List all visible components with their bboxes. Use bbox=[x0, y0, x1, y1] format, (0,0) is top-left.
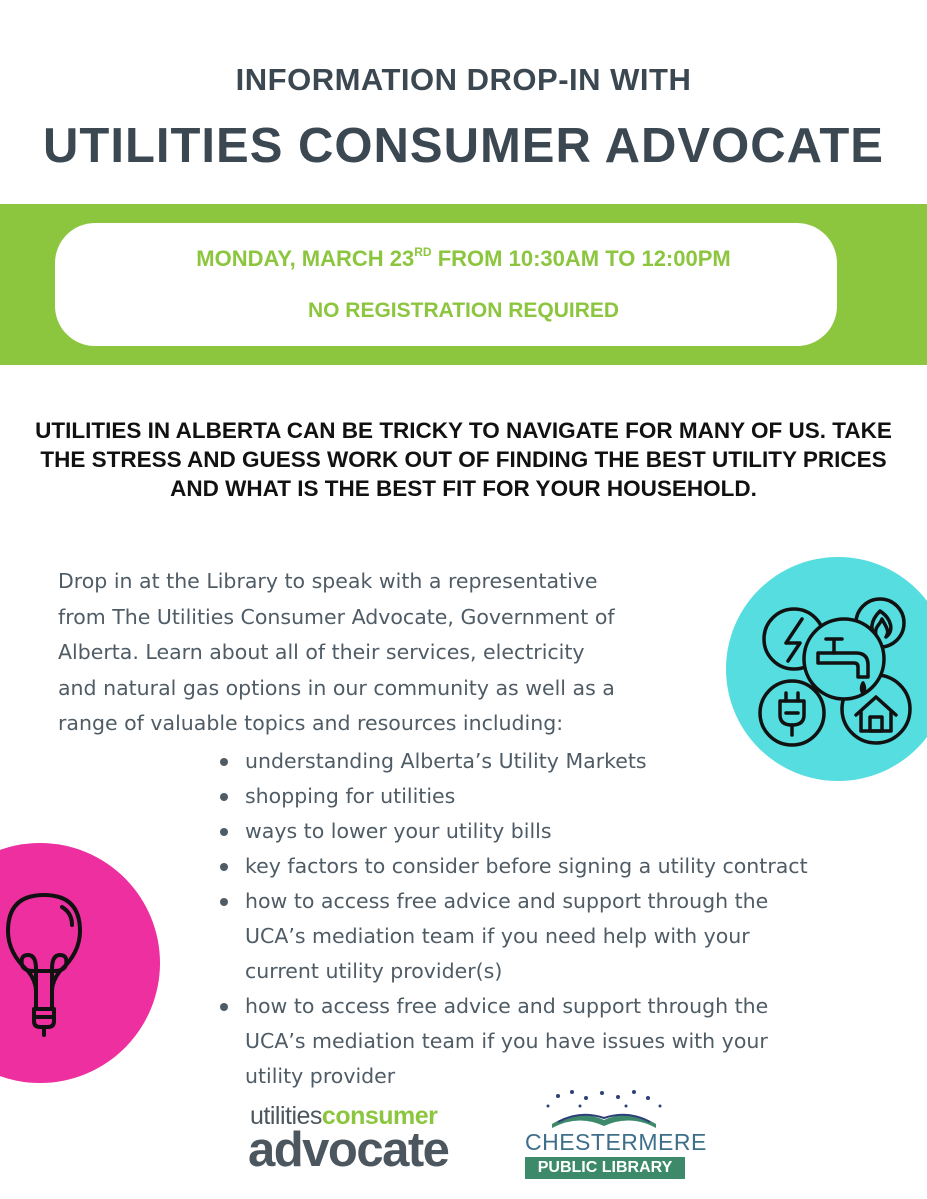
event-kicker: INFORMATION DROP-IN WITH bbox=[235, 62, 692, 97]
list-item-line: utility provider bbox=[245, 1064, 396, 1088]
list-item-line: understanding Alberta’s Utility Markets bbox=[245, 749, 647, 773]
list-item-line: current utility provider(s) bbox=[245, 959, 503, 983]
list-item bbox=[218, 884, 908, 989]
open-book-icon bbox=[518, 1088, 688, 1130]
list-item-line: ways to lower your utility bills bbox=[245, 819, 552, 843]
list-item-line: UCA’s mediation team if you need help with your bbox=[245, 924, 750, 948]
event-time: FROM 10:30AM TO 12:00PM bbox=[431, 246, 731, 271]
intro-line: from The Utilities Consumer Advocate, Government of bbox=[58, 604, 615, 629]
lightbulb-icon bbox=[0, 843, 160, 1083]
list-item-line: key factors to consider before signing a utility contract bbox=[245, 854, 808, 878]
intro-paragraph bbox=[58, 564, 708, 742]
topics-list bbox=[218, 744, 908, 1094]
uca-logo-consumer: consumer bbox=[321, 1102, 438, 1130]
list-item bbox=[218, 849, 908, 884]
event-details-box bbox=[55, 223, 837, 346]
uca-logo-advocate: advocate bbox=[248, 1123, 449, 1177]
list-item-line: shopping for utilities bbox=[245, 784, 456, 808]
utilities-icon-cluster bbox=[710, 555, 927, 783]
list-item bbox=[218, 779, 908, 814]
library-logo bbox=[518, 1088, 707, 1183]
intro-line: and natural gas options in our community as well as a bbox=[58, 675, 615, 700]
registration-note: NO REGISTRATION REQUIRED bbox=[307, 299, 620, 322]
page-title: UTILITIES CONSUMER ADVOCATE bbox=[43, 119, 884, 173]
event-date: MONDAY, MARCH 23 bbox=[196, 246, 415, 271]
uca-logo bbox=[248, 1102, 465, 1177]
headline: UTILITIES IN ALBERTA CAN BE TRICKY TO NAVIGATE FOR MANY OF US. TAKE THE STRESS AND GUESS WORK OUT OF FINDING THE BEST UTILITY PRICES AND WHAT IS THE BEST FIT FOR YOUR HOUSEHOLD. bbox=[35, 418, 892, 501]
list-item-line: how to access free advice and support through the bbox=[245, 994, 769, 1018]
list-item bbox=[218, 989, 908, 1094]
intro-line: Alberta. Learn about all of their services, electricity bbox=[58, 640, 585, 664]
intro-line: Drop in at the Library to speak with a representative bbox=[58, 569, 598, 593]
library-subtitle: PUBLIC LIBRARY bbox=[525, 1157, 685, 1179]
list-item-line: how to access free advice and support through the bbox=[245, 889, 769, 913]
event-date-time bbox=[0, 245, 927, 272]
uca-logo-utilities: utilities bbox=[250, 1102, 322, 1130]
library-name: CHESTERMERE bbox=[525, 1129, 707, 1155]
list-item-line: UCA’s mediation team if you have issues with your bbox=[245, 1029, 768, 1053]
intro-line: range of valuable topics and resources including: bbox=[58, 711, 564, 735]
date-ordinal: RD bbox=[414, 245, 432, 259]
list-item bbox=[218, 814, 908, 849]
